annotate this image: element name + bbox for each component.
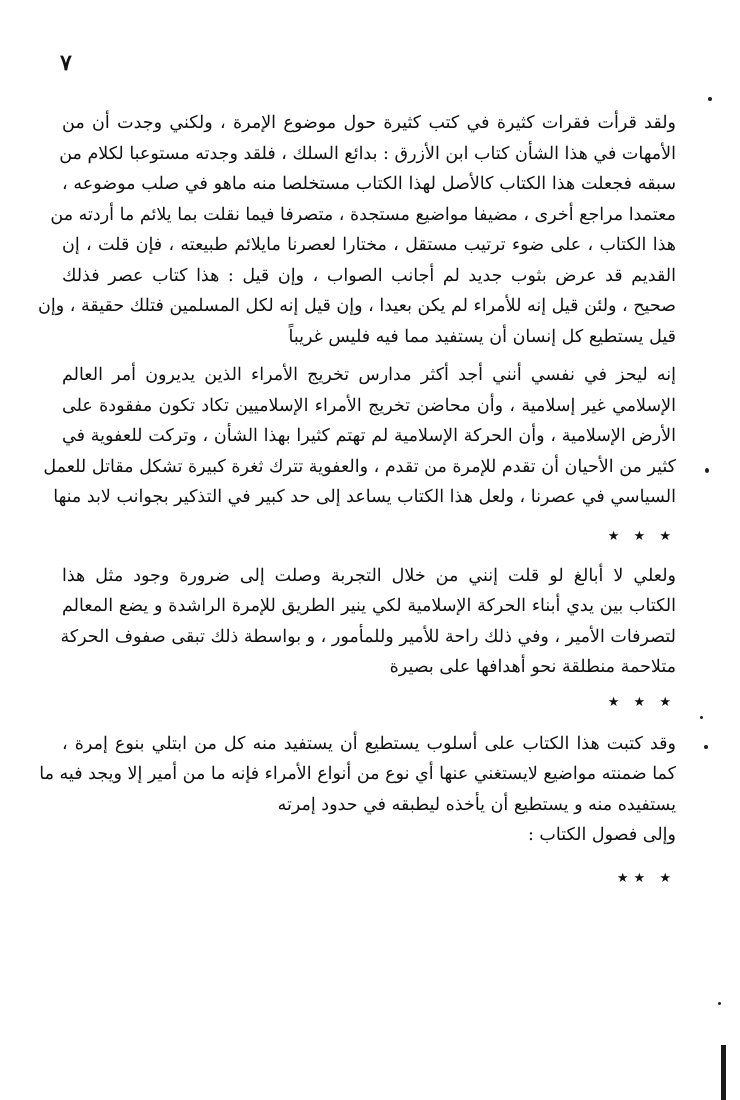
text-line: يستفيده منه و يستطيع أن يأخذه ليطبقه في حدود إمرته [277,794,676,815]
scan-speck [705,468,709,473]
paragraph-3 [62,561,676,683]
text-line: الأرض الإسلامية ، وأن الحركة الإسلامية لم تهتم كثيرا بهذا الشأن ، وتركت للعفوية في [62,426,676,446]
scan-speck [718,1002,721,1005]
text-line: ولعلي لا أبالغ لو قلت إنني من خلال التجربة وصلت إلى ضرورة وجود مثل هذا [62,565,676,586]
text-line: قيل يستطيع كل إنسان أن يستفيد مما فيه فليس غريباً [288,326,676,347]
text-line: إنه ليحز في نفسي أنني أجد أكثر مدارس تخريج الأمراء الذين يديرون أمر العالم [62,365,676,385]
text-line: معتمدا مراجع أخرى ، مضيفا مواضيع مستجدة ، متصرفا فيما نقلت بما يلائم ما أردته من [50,204,676,225]
text-line: كثير من الأحيان أن تقدم للإمرة من تقدم ، والعفوية تترك ثغرة كبيرة تشكل مقاتل للعمل [43,456,676,477]
text-line: صحيح ، ولئن قيل إنه للأمراء لم يكن بعيدا ، وإن قيل إنه لكل المسلمين فتلك حقيقة ، وإن [38,296,676,316]
section-separator: ★★ ★ [616,870,676,886]
text-line: وقد كتبت هذا الكتاب على أسلوب يستطيع أن يستفيد منه كل من ابتلي بنوع إمرة ، [62,733,676,754]
text-line: كما ضمنته مواضيع لايستغني عنها أي نوع من أنواع الأمراء فإنه ما من أمير إلا ويجد فيه ما [39,764,676,784]
text-line: الأمهات في هذا الشأن كتاب ابن الأزرق : بدائع السلك ، فلقد وجدته مستوعبا لكلام من [59,143,676,164]
scan-speck [700,716,703,719]
text-line: الكتاب بين يدي أبناء الحركة الإسلامية لكي ينير الطريق للإمرة الراشدة و يضع المعالم [62,596,676,616]
page-number: ٧ [60,50,72,76]
text-line: هذا الكتاب ، على ضوء ترتيب مستقل ، مختارا لعصرنا مايلائم طبيعته ، فإن قلت ، إن [62,235,676,255]
text-line: ولقد قرأت فقرات كثيرة في كتب كثيرة حول موضوع الإمرة ، ولكني وجدت أن من [62,113,676,133]
scan-speck [708,97,712,101]
scan-edge-mark [721,1045,726,1100]
text-line: الإسلامي غير إسلامية ، وأن محاضن تخريج الأمراء الإسلاميين تكاد تكون مفقودة على [62,395,676,416]
text-line: وإلى فصول الكتاب : [527,825,676,845]
text-line: القديم قد عرض بثوب جديد لم أجانب الصواب ، وإن قيل : هذا كتاب عصر فذلك [62,265,676,286]
scan-speck [704,745,708,749]
section-separator: ★ ★ ★ [607,528,676,544]
page-body [38,108,676,889]
section-separator: ★ ★ ★ [607,694,676,710]
paragraph-1 [38,108,676,352]
text-line: لتصرفات الأمير ، وفي ذلك راحة للأمير وللمأمور ، و بواسطة ذلك تبقى صفوف الحركة [60,626,676,647]
text-line: السياسي في عصرنا ، ولعل هذا الكتاب يساعد إلى حد كبير في التذكير بجوانب لابد منها [53,487,676,507]
text-line: متلاحمة منطلقة نحو أهدافها على بصيرة [389,657,676,677]
text-line: سبقه فجعلت هذا الكتاب كالأصل لهذا الكتاب مستخلصا منه ماهو في صلب موضوعه ، [62,174,676,194]
paragraph-2 [43,360,676,513]
paragraph-4 [39,729,676,851]
